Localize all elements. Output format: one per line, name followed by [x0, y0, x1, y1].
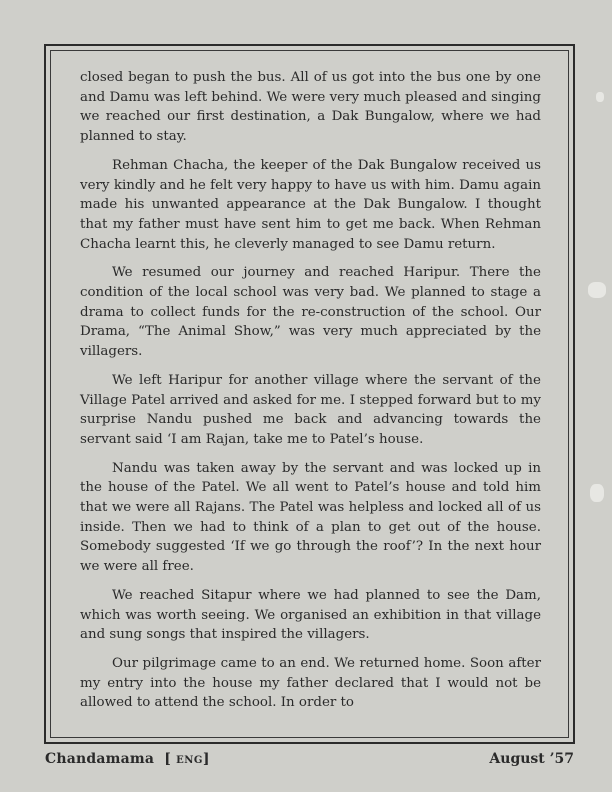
- paper-smudge: [590, 484, 604, 502]
- article-body: [80, 68, 541, 713]
- paper-smudge: [588, 282, 606, 298]
- magazine-name: Chandamama: [45, 751, 155, 767]
- edition-tag: [ ENG]: [164, 751, 210, 767]
- paragraph: We left Haripur for another village where the servant of the Village Patel arrived and asked for me. I stepped forward but to my surprise Nandu pushed me back and advancing towards the servant said ‘I am Rajan, take me to Patel’s house.: [80, 372, 541, 447]
- footer-magazine: [45, 751, 210, 767]
- paragraph: Rehman Chacha, the keeper of the Dak Bungalow received us very kindly and he felt very happy to have us with him. Damu again made his unwanted appearance at the Dak Bungalow. I thought that my father must have sent him to get me back. When Rehman Chacha learnt this, he cleverly managed to see Damu return.: [80, 157, 541, 252]
- paragraph: Nandu was taken away by the servant and was locked up in the house of the Patel. We all went to Patel’s house and told him that we were all Rajans. The Patel was helpless and locked all of us inside. Then we had to think of a plan to get out of the house. Somebody suggested ‘If we go through the roof’? In the next hour we were all free.: [80, 460, 541, 575]
- paragraph: closed began to push the bus. All of us got into the bus one by one and Damu was left behind. We were very much pleased and singing we reached our first destination, a Dak Bungalow, where we had planned to stay.: [80, 70, 541, 145]
- paragraph: We reached Sitapur where we had planned to see the Dam, which was worth seeing. We organised an exhibition in that village and sung songs that inspired the villagers.: [80, 587, 541, 643]
- paragraph: Our pilgrimage came to an end. We returned home. Soon after my entry into the house my father declared that I would not be allowed to attend the school. In order to: [80, 655, 541, 711]
- paragraph: We resumed our journey and reached Haripur. There the condition of the local school was very bad. We planned to stage a drama to collect funds for the re-construction of the school. Our Drama, “The Animal Show,” was very much appreciated by the villagers.: [80, 265, 541, 360]
- paper-smudge: [596, 92, 604, 102]
- edition-code: ENG: [176, 755, 203, 766]
- footer-issue-date: August ’57: [489, 751, 574, 767]
